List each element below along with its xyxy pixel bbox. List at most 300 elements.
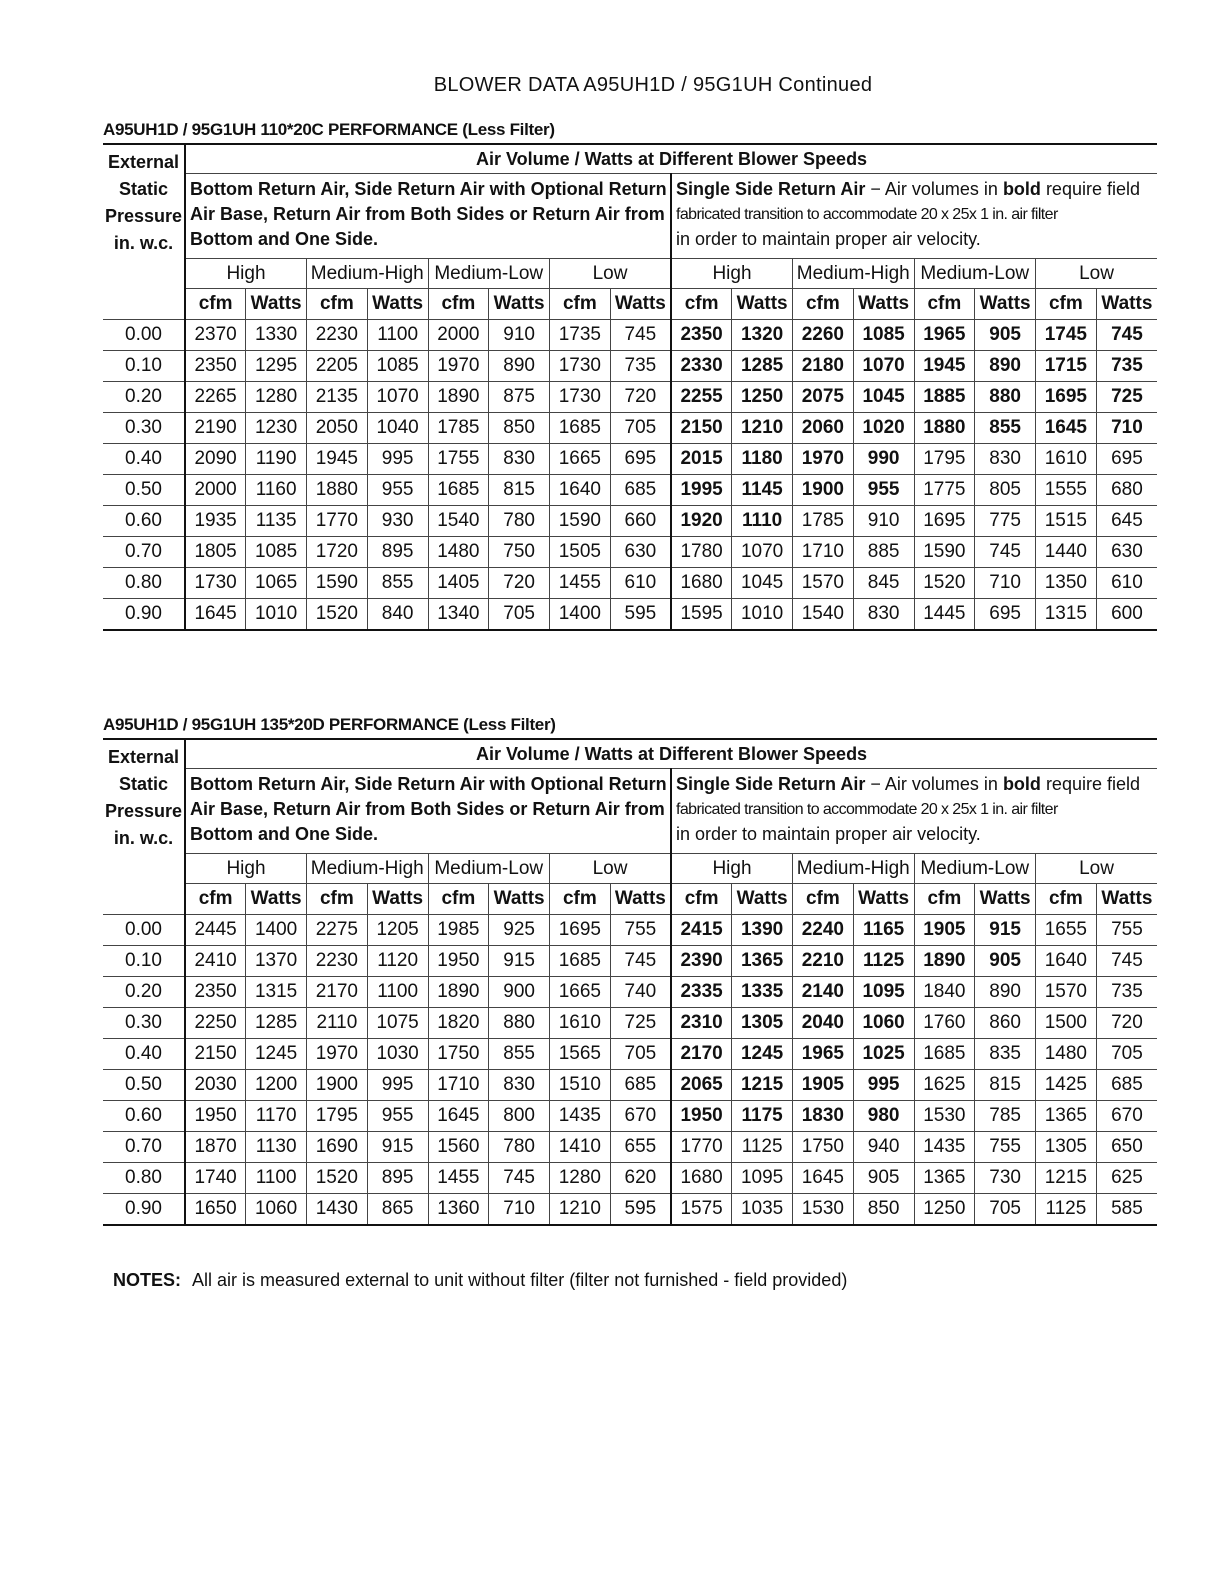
value-cell: 685 bbox=[1096, 1070, 1157, 1101]
value-cell: 930 bbox=[367, 506, 428, 537]
value-cell: 1175 bbox=[732, 1101, 793, 1132]
watts-header: Watts bbox=[853, 289, 914, 320]
value-cell: 1695 bbox=[1036, 382, 1097, 413]
value-cell: 2040 bbox=[793, 1008, 854, 1039]
value-cell: 865 bbox=[367, 1194, 428, 1226]
value-cell: 600 bbox=[1096, 599, 1157, 631]
value-cell: 1095 bbox=[853, 977, 914, 1008]
value-cell: 620 bbox=[610, 1163, 671, 1194]
value-cell: 645 bbox=[1096, 506, 1157, 537]
value-cell: 855 bbox=[367, 568, 428, 599]
cfm-header: cfm bbox=[550, 289, 611, 320]
external-static-pressure-header bbox=[103, 144, 185, 320]
value-cell: 1060 bbox=[246, 1194, 307, 1226]
value-cell: 1245 bbox=[732, 1039, 793, 1070]
value-cell: 735 bbox=[1096, 351, 1157, 382]
value-cell: 2110 bbox=[307, 1008, 368, 1039]
value-cell: 830 bbox=[489, 1070, 550, 1101]
value-cell: 1560 bbox=[428, 1132, 489, 1163]
value-cell: 2310 bbox=[671, 1008, 732, 1039]
value-cell: 2065 bbox=[671, 1070, 732, 1101]
value-cell: 1540 bbox=[793, 599, 854, 631]
value-cell: 710 bbox=[489, 1194, 550, 1226]
value-cell: 1890 bbox=[428, 977, 489, 1008]
notes-text: All air is measured external to unit without filter (filter not furnished - field provided) bbox=[192, 1270, 848, 1290]
value-cell: 1540 bbox=[428, 506, 489, 537]
value-cell: 2050 bbox=[307, 413, 368, 444]
value-cell: 1210 bbox=[550, 1194, 611, 1226]
value-cell: 1530 bbox=[914, 1101, 975, 1132]
value-cell: 655 bbox=[610, 1132, 671, 1163]
external-header-line: in. w.c. bbox=[113, 233, 174, 253]
value-cell: 1610 bbox=[1036, 444, 1097, 475]
value-cell: 2350 bbox=[194, 355, 237, 376]
desc-line2: fabricated transition to accommodate 20 x 25x 1 in. air filter bbox=[676, 801, 1058, 818]
value-cell: 990 bbox=[853, 444, 914, 475]
value-cell: 855 bbox=[489, 1039, 550, 1070]
value-cell: 1685 bbox=[428, 475, 489, 506]
value-cell: 955 bbox=[367, 1101, 428, 1132]
cfm-header: cfm bbox=[671, 884, 732, 915]
pressure-cell: 0.60 bbox=[103, 506, 185, 537]
value-cell: 1640 bbox=[1036, 946, 1097, 977]
value-cell: 2240 bbox=[793, 915, 854, 946]
watts-header: Watts bbox=[975, 884, 1036, 915]
value-cell: 785 bbox=[975, 1101, 1036, 1132]
value-cell: 2350 bbox=[194, 981, 237, 1002]
external-header-line: Pressure bbox=[104, 206, 183, 226]
value-cell: 800 bbox=[489, 1101, 550, 1132]
value-cell: 1130 bbox=[246, 1132, 307, 1163]
value-cell: 1315 bbox=[246, 977, 307, 1008]
speed-header: Low bbox=[550, 259, 672, 289]
value-cell: 2030 bbox=[194, 1074, 237, 1095]
value-cell: 860 bbox=[975, 1008, 1036, 1039]
table-row bbox=[103, 946, 1157, 977]
pressure-cell: 0.90 bbox=[103, 599, 185, 631]
speed-header: Low bbox=[1036, 854, 1158, 884]
value-cell: 755 bbox=[975, 1132, 1036, 1163]
value-cell: 1900 bbox=[307, 1070, 368, 1101]
value-cell: 1480 bbox=[428, 537, 489, 568]
pressure-cell: 0.90 bbox=[103, 1194, 185, 1226]
value-cell: 2190 bbox=[194, 417, 237, 438]
pressure-cell: 0.30 bbox=[103, 1008, 185, 1039]
table-row bbox=[103, 351, 1157, 382]
pressure-cell: 0.20 bbox=[103, 382, 185, 413]
value-cell: 1805 bbox=[194, 541, 237, 562]
value-cell: 1250 bbox=[914, 1194, 975, 1226]
desc-text: − Air volumes in bbox=[865, 179, 1003, 199]
cfm-header: cfm bbox=[550, 884, 611, 915]
value-cell: 2000 bbox=[428, 320, 489, 351]
single-side-label: Single Side Return Air bbox=[676, 774, 866, 794]
desc-text: require field bbox=[1040, 774, 1140, 794]
notes-label: NOTES: bbox=[113, 1270, 182, 1290]
speed-header: High bbox=[226, 262, 266, 284]
value-cell: 745 bbox=[489, 1163, 550, 1194]
value-cell: 955 bbox=[853, 475, 914, 506]
return-air-description-left: Bottom Return Air, Side Return Air with Optional Return Air Base, Return Air from Both Sides or Return Air from Bottom and One Side. bbox=[190, 774, 667, 844]
value-cell: 1570 bbox=[793, 568, 854, 599]
pressure-cell: 0.10 bbox=[103, 351, 185, 382]
performance-section-110-20c bbox=[103, 117, 1157, 631]
value-cell: 1210 bbox=[732, 413, 793, 444]
value-cell: 2170 bbox=[671, 1039, 732, 1070]
table-row bbox=[103, 915, 1157, 946]
performance-table bbox=[103, 738, 1157, 1226]
pressure-cell: 0.20 bbox=[103, 977, 185, 1008]
value-cell: 1245 bbox=[246, 1039, 307, 1070]
return-air-description-right bbox=[671, 174, 1157, 259]
performance-section-135-20d bbox=[103, 712, 1157, 1226]
cfm-header: cfm bbox=[307, 884, 368, 915]
watts-header: Watts bbox=[367, 884, 428, 915]
value-cell: 595 bbox=[610, 1194, 671, 1226]
value-cell: 705 bbox=[610, 413, 671, 444]
value-cell: 1435 bbox=[914, 1132, 975, 1163]
value-cell: 1750 bbox=[428, 1039, 489, 1070]
value-cell: 1520 bbox=[307, 599, 368, 631]
value-cell: 1085 bbox=[367, 351, 428, 382]
value-cell: 1795 bbox=[914, 444, 975, 475]
value-cell: 1020 bbox=[853, 413, 914, 444]
value-cell: 1035 bbox=[732, 1194, 793, 1226]
value-cell: 915 bbox=[975, 915, 1036, 946]
value-cell: 1230 bbox=[246, 413, 307, 444]
value-cell: 1320 bbox=[732, 320, 793, 351]
value-cell: 1745 bbox=[1036, 320, 1097, 351]
single-side-label: Single Side Return Air bbox=[676, 179, 866, 199]
return-air-description-right bbox=[671, 769, 1157, 854]
value-cell: 720 bbox=[610, 382, 671, 413]
value-cell: 1070 bbox=[367, 382, 428, 413]
value-cell: 1820 bbox=[428, 1008, 489, 1039]
value-cell: 1555 bbox=[1036, 475, 1097, 506]
value-cell: 2230 bbox=[307, 946, 368, 977]
value-cell: 1145 bbox=[732, 475, 793, 506]
value-cell: 720 bbox=[1096, 1008, 1157, 1039]
value-cell: 1715 bbox=[1036, 351, 1097, 382]
value-cell: 1170 bbox=[246, 1101, 307, 1132]
value-cell: 1315 bbox=[1036, 599, 1097, 631]
value-cell: 1520 bbox=[914, 568, 975, 599]
desc-line3: in order to maintain proper air velocity. bbox=[676, 229, 981, 249]
value-cell: 1840 bbox=[914, 977, 975, 1008]
value-cell: 1730 bbox=[194, 572, 237, 593]
value-cell: 2015 bbox=[671, 444, 732, 475]
value-cell: 1595 bbox=[671, 599, 732, 631]
value-cell: 2445 bbox=[194, 919, 237, 940]
table-title: A95UH1D / 95G1UH 110*20C PERFORMANCE (Less Filter) bbox=[103, 120, 555, 139]
pressure-cell: 0.10 bbox=[103, 946, 185, 977]
value-cell: 875 bbox=[489, 382, 550, 413]
value-cell: 650 bbox=[1096, 1132, 1157, 1163]
value-cell: 1360 bbox=[428, 1194, 489, 1226]
value-cell: 2170 bbox=[307, 977, 368, 1008]
cfm-header: cfm bbox=[198, 293, 233, 314]
pressure-cell: 0.00 bbox=[103, 915, 185, 946]
watts-header: Watts bbox=[975, 289, 1036, 320]
value-cell: 925 bbox=[489, 915, 550, 946]
value-cell: 845 bbox=[853, 568, 914, 599]
value-cell: 1770 bbox=[671, 1132, 732, 1163]
external-header-line: Pressure bbox=[104, 801, 183, 821]
external-header-line: in. w.c. bbox=[113, 828, 174, 848]
value-cell: 2330 bbox=[671, 351, 732, 382]
external-header-line: Static bbox=[118, 774, 169, 794]
value-cell: 1125 bbox=[1036, 1194, 1097, 1226]
value-cell: 1305 bbox=[732, 1008, 793, 1039]
value-cell: 1880 bbox=[914, 413, 975, 444]
pressure-cell: 0.00 bbox=[103, 320, 185, 351]
value-cell: 1945 bbox=[914, 351, 975, 382]
value-cell: 1830 bbox=[793, 1101, 854, 1132]
value-cell: 1100 bbox=[367, 320, 428, 351]
value-cell: 1565 bbox=[550, 1039, 611, 1070]
value-cell: 910 bbox=[489, 320, 550, 351]
value-cell: 895 bbox=[367, 537, 428, 568]
value-cell: 725 bbox=[1096, 382, 1157, 413]
value-cell: 705 bbox=[975, 1194, 1036, 1226]
value-cell: 1430 bbox=[307, 1194, 368, 1226]
speed-header: Medium-High bbox=[793, 259, 915, 289]
value-cell: 805 bbox=[975, 475, 1036, 506]
value-cell: 2150 bbox=[671, 413, 732, 444]
value-cell: 1755 bbox=[428, 444, 489, 475]
value-cell: 1365 bbox=[1036, 1101, 1097, 1132]
value-cell: 1625 bbox=[914, 1070, 975, 1101]
value-cell: 1645 bbox=[428, 1101, 489, 1132]
value-cell: 1125 bbox=[732, 1132, 793, 1163]
cfm-header: cfm bbox=[428, 289, 489, 320]
speed-header: High bbox=[226, 857, 266, 879]
value-cell: 1410 bbox=[550, 1132, 611, 1163]
value-cell: 1750 bbox=[793, 1132, 854, 1163]
value-cell: 2390 bbox=[671, 946, 732, 977]
value-cell: 850 bbox=[489, 413, 550, 444]
value-cell: 695 bbox=[1096, 444, 1157, 475]
table-row bbox=[103, 537, 1157, 568]
desc-bold-word: bold bbox=[1002, 179, 1041, 199]
speed-header: High bbox=[671, 259, 793, 289]
desc-text: − Air volumes in bbox=[865, 774, 1003, 794]
value-cell: 1445 bbox=[914, 599, 975, 631]
value-cell: 1920 bbox=[671, 506, 732, 537]
value-cell: 2135 bbox=[307, 382, 368, 413]
value-cell: 725 bbox=[610, 1008, 671, 1039]
watts-header: Watts bbox=[732, 884, 793, 915]
value-cell: 1025 bbox=[853, 1039, 914, 1070]
value-cell: 595 bbox=[610, 599, 671, 631]
value-cell: 1950 bbox=[194, 1105, 237, 1126]
value-cell: 880 bbox=[975, 382, 1036, 413]
value-cell: 830 bbox=[853, 599, 914, 631]
desc-line2: fabricated transition to accommodate 20 x 25x 1 in. air filter bbox=[676, 206, 1058, 223]
value-cell: 1905 bbox=[793, 1070, 854, 1101]
value-cell: 895 bbox=[367, 1163, 428, 1194]
value-cell: 1720 bbox=[307, 537, 368, 568]
value-cell: 1965 bbox=[793, 1039, 854, 1070]
speed-header: Low bbox=[550, 854, 672, 884]
value-cell: 660 bbox=[610, 506, 671, 537]
speed-header: Medium-Low bbox=[428, 854, 550, 884]
value-cell: 850 bbox=[853, 1194, 914, 1226]
pressure-cell: 0.40 bbox=[103, 444, 185, 475]
value-cell: 1970 bbox=[428, 351, 489, 382]
value-cell: 1640 bbox=[550, 475, 611, 506]
value-cell: 745 bbox=[1096, 320, 1157, 351]
value-cell: 1070 bbox=[732, 537, 793, 568]
value-cell: 670 bbox=[610, 1101, 671, 1132]
pressure-cell: 0.50 bbox=[103, 1070, 185, 1101]
value-cell: 740 bbox=[610, 977, 671, 1008]
pressure-cell: 0.50 bbox=[103, 475, 185, 506]
value-cell: 1425 bbox=[1036, 1070, 1097, 1101]
value-cell: 1350 bbox=[1036, 568, 1097, 599]
cfm-header: cfm bbox=[914, 289, 975, 320]
table-row bbox=[103, 1132, 1157, 1163]
cfm-header: cfm bbox=[428, 884, 489, 915]
value-cell: 2260 bbox=[793, 320, 854, 351]
value-cell: 1125 bbox=[853, 946, 914, 977]
value-cell: 1285 bbox=[732, 351, 793, 382]
value-cell: 830 bbox=[975, 444, 1036, 475]
external-header-line: External bbox=[107, 152, 180, 172]
value-cell: 1070 bbox=[853, 351, 914, 382]
cfm-header: cfm bbox=[1036, 884, 1097, 915]
value-cell: 2275 bbox=[307, 915, 368, 946]
performance-table bbox=[103, 143, 1157, 631]
value-cell: 1645 bbox=[1036, 413, 1097, 444]
value-cell: 1010 bbox=[732, 599, 793, 631]
value-cell: 745 bbox=[975, 537, 1036, 568]
value-cell: 2000 bbox=[194, 479, 237, 500]
value-cell: 915 bbox=[489, 946, 550, 977]
value-cell: 2350 bbox=[671, 320, 732, 351]
value-cell: 1200 bbox=[246, 1070, 307, 1101]
watts-header: Watts bbox=[246, 289, 307, 320]
watts-header: Watts bbox=[489, 289, 550, 320]
value-cell: 1590 bbox=[307, 568, 368, 599]
value-cell: 1060 bbox=[853, 1008, 914, 1039]
watts-header: Watts bbox=[610, 884, 671, 915]
air-volume-header: Air Volume / Watts at Different Blower Speeds bbox=[476, 148, 868, 169]
value-cell: 755 bbox=[610, 915, 671, 946]
value-cell: 745 bbox=[1096, 946, 1157, 977]
value-cell: 1030 bbox=[367, 1039, 428, 1070]
value-cell: 1945 bbox=[307, 444, 368, 475]
pressure-cell: 0.40 bbox=[103, 1039, 185, 1070]
value-cell: 1455 bbox=[550, 568, 611, 599]
table-row bbox=[103, 1101, 1157, 1132]
value-cell: 1610 bbox=[550, 1008, 611, 1039]
value-cell: 755 bbox=[1096, 915, 1157, 946]
value-cell: 1215 bbox=[1036, 1163, 1097, 1194]
value-cell: 905 bbox=[975, 320, 1036, 351]
value-cell: 705 bbox=[489, 599, 550, 631]
value-cell: 735 bbox=[610, 351, 671, 382]
table-row bbox=[103, 320, 1157, 351]
table-row bbox=[103, 444, 1157, 475]
cfm-header: cfm bbox=[307, 289, 368, 320]
value-cell: 745 bbox=[610, 320, 671, 351]
value-cell: 1710 bbox=[428, 1070, 489, 1101]
value-cell: 1400 bbox=[550, 599, 611, 631]
desc-line3: in order to maintain proper air velocity. bbox=[676, 824, 981, 844]
value-cell: 1120 bbox=[367, 946, 428, 977]
value-cell: 885 bbox=[853, 537, 914, 568]
value-cell: 1530 bbox=[793, 1194, 854, 1226]
value-cell: 1730 bbox=[550, 351, 611, 382]
value-cell: 695 bbox=[610, 444, 671, 475]
value-cell: 685 bbox=[610, 1070, 671, 1101]
table-row bbox=[103, 977, 1157, 1008]
speed-header: Low bbox=[1036, 259, 1158, 289]
value-cell: 2410 bbox=[194, 950, 237, 971]
table-row bbox=[103, 506, 1157, 537]
value-cell: 1760 bbox=[914, 1008, 975, 1039]
value-cell: 840 bbox=[367, 599, 428, 631]
value-cell: 1440 bbox=[1036, 537, 1097, 568]
value-cell: 1305 bbox=[1036, 1132, 1097, 1163]
speed-header: Medium-High bbox=[307, 854, 429, 884]
value-cell: 815 bbox=[489, 475, 550, 506]
value-cell: 915 bbox=[367, 1132, 428, 1163]
value-cell: 2370 bbox=[194, 324, 237, 345]
value-cell: 1250 bbox=[732, 382, 793, 413]
value-cell: 1570 bbox=[1036, 977, 1097, 1008]
value-cell: 680 bbox=[1096, 475, 1157, 506]
value-cell: 1740 bbox=[194, 1167, 237, 1188]
value-cell: 2180 bbox=[793, 351, 854, 382]
value-cell: 1770 bbox=[307, 506, 368, 537]
value-cell: 1340 bbox=[428, 599, 489, 631]
value-cell: 1575 bbox=[671, 1194, 732, 1226]
cfm-header: cfm bbox=[198, 888, 233, 909]
value-cell: 1890 bbox=[428, 382, 489, 413]
value-cell: 1370 bbox=[246, 946, 307, 977]
watts-header: Watts bbox=[732, 289, 793, 320]
value-cell: 905 bbox=[975, 946, 1036, 977]
value-cell: 1180 bbox=[732, 444, 793, 475]
external-header-line: External bbox=[107, 747, 180, 767]
value-cell: 695 bbox=[975, 599, 1036, 631]
value-cell: 1665 bbox=[550, 444, 611, 475]
value-cell: 2140 bbox=[793, 977, 854, 1008]
value-cell: 1665 bbox=[550, 977, 611, 1008]
value-cell: 855 bbox=[975, 413, 1036, 444]
value-cell: 890 bbox=[975, 351, 1036, 382]
pressure-cell: 0.70 bbox=[103, 537, 185, 568]
value-cell: 1685 bbox=[550, 413, 611, 444]
value-cell: 1780 bbox=[671, 537, 732, 568]
value-cell: 1935 bbox=[194, 510, 237, 531]
value-cell: 730 bbox=[975, 1163, 1036, 1194]
value-cell: 1685 bbox=[914, 1039, 975, 1070]
speed-header: Medium-Low bbox=[428, 259, 550, 289]
value-cell: 610 bbox=[610, 568, 671, 599]
value-cell: 1135 bbox=[246, 506, 307, 537]
pressure-cell: 0.30 bbox=[103, 413, 185, 444]
value-cell: 1065 bbox=[246, 568, 307, 599]
value-cell: 890 bbox=[975, 977, 1036, 1008]
value-cell: 2265 bbox=[194, 386, 237, 407]
value-cell: 1590 bbox=[914, 537, 975, 568]
value-cell: 2255 bbox=[671, 382, 732, 413]
value-cell: 2205 bbox=[307, 351, 368, 382]
speed-header: Medium-Low bbox=[914, 259, 1036, 289]
